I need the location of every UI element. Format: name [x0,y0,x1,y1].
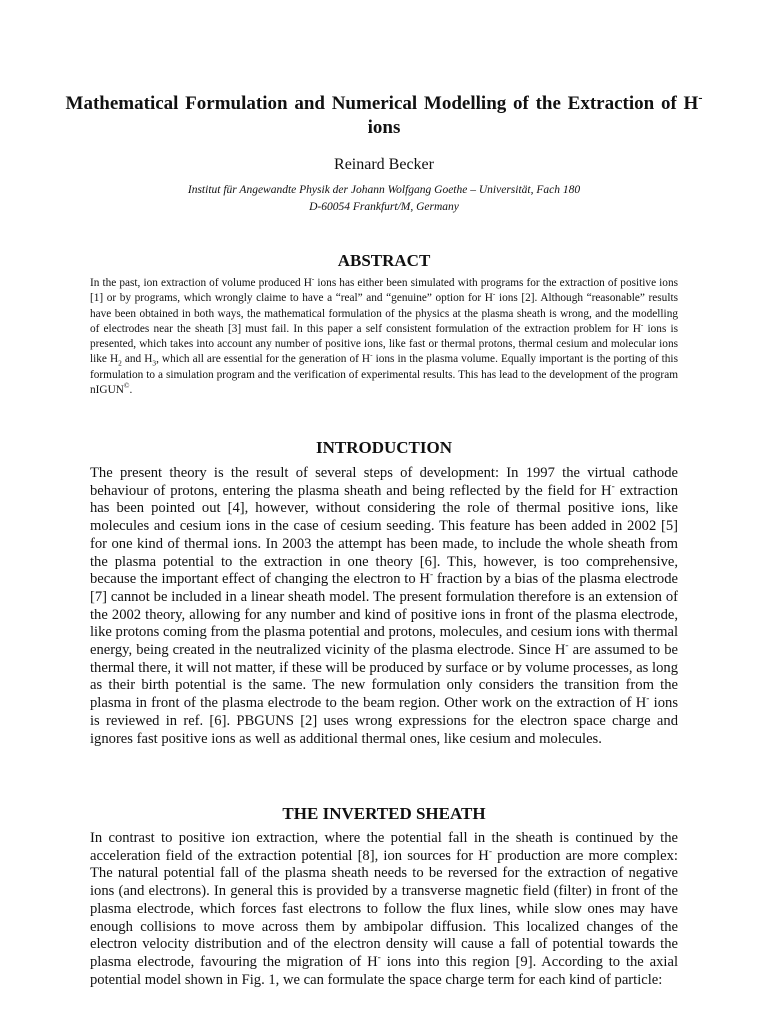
superscript-minus: - [370,350,373,360]
superscript-minus: - [611,481,615,492]
abstract-run: ions is presented, which takes into account any number of positive ions, like fast or thermal protons, thermal cesium and molecular ions like H [90,322,678,366]
intro-run: are assumed to be thermal there, it will not matter, if these will be produced by surface or by volume processes, as long as their birth potential is the same. The new formulation only considers the transition from the plasma in front of the plasma electrode to the beam region. Other work on the extraction of H [90,642,678,712]
superscript-minus: - [640,320,644,330]
superscript-minus: - [646,694,650,705]
affiliation [0,182,768,216]
intro-run: fraction by a bias of the plasma electrode [7] cannot be included in a linear sheath model. The present formulation therefore is an extension of the 2002 theory, allowing for any number and kind of positive ions in front of the plasma electrode, like protons coming from the plasma potential and protons, molecules, and cesium ions with thermal energy, being created in the neutralized vicinity of the plasma electrode. Since H [90,571,678,659]
abstract-run: . [129,384,133,397]
abstract-heading: ABSTRACT [337,251,431,270]
inverted-sheath-text [90,830,678,989]
abstract-text [90,276,678,398]
sheath-run: In contrast to positive ion extraction, where the potential fall in the sheath is continued by the acceleration field of the extraction potential [8], ion sources for H [90,830,678,864]
sheath-run: production are more complex: The natural potential fall of the plasma sheath needs to be reversed for the extraction of negative ions (and electrons). In general this is provided by a transverse magnetic field (filter) in front of the plasma electrode, which forces fast electrons to follow the flux lines, while slow ones may have enough collisions to move across them by ambipolar diffusion. This localized changes of the electron velocity distribution and of the electron density will cause a fall of potential towards the plasma electrode, favouring the migration of H [90,847,678,970]
introduction-heading: INTRODUCTION [315,438,453,457]
superscript-minus: - [311,274,315,284]
abstract-run: In the past, ion extraction of volume produced H [90,277,312,289]
superscript-minus: - [429,570,434,581]
abstract-run: ions has either been simulated with programs for the extraction of positive ions [1] or by programs, which wrongly claime to have a “real” and “genuine” option for H [90,277,678,305]
introduction-text [90,465,678,748]
superscript-minus: - [492,289,496,299]
title-superscript: - [698,90,703,105]
title-text-end: ions [367,117,401,138]
superscript-minus: - [488,846,493,857]
author-name: Reinard Becker [334,156,434,173]
abstract-run: , which all are essential for the generation of H [156,353,371,366]
copyright-mark: © [123,381,130,391]
intro-run: extraction has been pointed out [4], however, without considering the role of thermal positive ions, like molecules and cesium ions in the case of cesium seeding. This feature has been added in 2002 [5] for one kind of thermal ions. In 2003 the attempt has been made, to include the whole sheath from the plasma potential to the extraction in one theory [6]. This, however, is too comprehensive, because the important effect of changing the electron to H [90,482,678,588]
paper-title [60,92,708,140]
superscript-minus: - [565,641,569,652]
intro-run: The present theory is the result of several steps of development: In 1997 the virtual cathode behaviour of protons, entering the plasma sheath and being reflected by the field for H [90,465,678,499]
sheath-run: ions into this region [9]. According to the axial potential model shown in Fig. 1, we can formulate the space charge term for each kind of particle: [90,953,678,988]
abstract-run: ions in the plasma volume. Equally important is the porting of this formulation to a simulation program and the verification of experimental results. This has lead to the development of the program nIGUN [90,353,678,397]
subscript-2: 2 [118,358,122,368]
affiliation-line-2: D-60054 Frankfurt/M, Germany [309,201,459,213]
abstract-run: ions [2]. Although “reasonable” results have been obtained in both ways, the mathematical formulation of the physics at the plasma sheath is wrong, and the modelling of electrodes near the sheath [3] must fail. In this paper a self consistent formulation of the extraction problem for H [90,292,678,335]
title-text: Mathematical Formulation and Numerical Modelling of the Extraction of H [65,93,699,114]
inverted-sheath-heading: THE INVERTED SHEATH [282,804,486,823]
abstract-run: and H [121,353,153,366]
superscript-minus: - [377,953,381,964]
affiliation-line-1: Institut für Angewandte Physik der Johann Wolfgang Goethe – Universität, Fach 180 [187,184,581,196]
subscript-3: 3 [152,358,157,368]
intro-run: ions is reviewed in ref. [6]. PBGUNS [2] uses wrong expressions for the electron space charge and ignores fast positive ions as well as additional thermal ones, like cesium and molecules. [90,695,679,747]
